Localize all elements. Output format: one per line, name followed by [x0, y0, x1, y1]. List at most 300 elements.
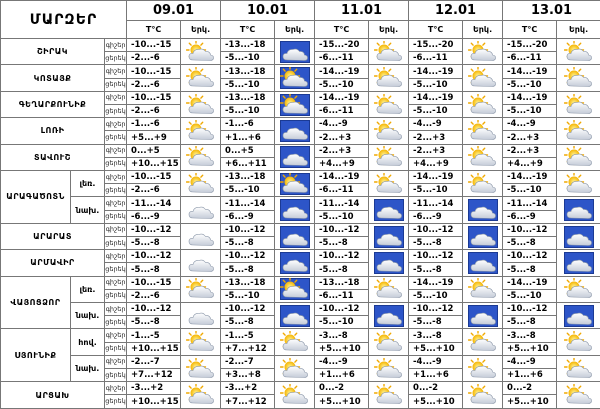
region-name: ՇԻՐԱԿ	[1, 39, 105, 65]
day-temp: -6...-9	[409, 210, 463, 223]
weather-cell	[369, 144, 409, 170]
night-temp: -3...+2	[127, 382, 181, 395]
weather-cell	[557, 171, 600, 197]
subregion-label: նախ.	[71, 303, 105, 329]
sun-cloud-icon	[280, 331, 310, 353]
temp-col-header: T°C	[503, 21, 557, 39]
weather-cell	[181, 91, 221, 117]
weather-cell	[557, 91, 600, 117]
sun-cloud-icon	[186, 41, 216, 63]
sun-cloud-icon	[468, 384, 498, 406]
night-temp: -1...-6	[127, 118, 181, 131]
day-temp: -5...-8	[503, 263, 557, 276]
weather-cell	[463, 303, 503, 329]
weather-cell	[369, 223, 409, 249]
weather-cell	[181, 39, 221, 65]
subregion-label: լեռ.	[71, 171, 105, 197]
day-temp: -5...-8	[315, 263, 369, 276]
cloud-icon	[374, 226, 404, 248]
night-temp: -11...-14	[221, 197, 275, 210]
day-temp: -6...-11	[315, 184, 369, 197]
day-temp: -5...-8	[127, 237, 181, 250]
night-temp: -4...-9	[315, 355, 369, 368]
table-row	[1, 39, 600, 52]
sun-cloud-icon	[564, 358, 594, 380]
sun-cloud-icon	[280, 278, 310, 300]
day-label: ցերեկ	[105, 52, 127, 65]
night-temp: -10...-15	[127, 171, 181, 184]
region-name: ԱՐՄԱՎԻՐ	[1, 250, 105, 276]
night-temp: -3...-8	[315, 329, 369, 342]
sun-cloud-icon	[468, 67, 498, 89]
day-temp: +5...+10	[315, 342, 369, 355]
night-temp: -1...-5	[127, 329, 181, 342]
weather-cell	[557, 303, 600, 329]
night-temp: -10...-12	[127, 250, 181, 263]
night-temp: -14...-19	[315, 171, 369, 184]
sun-cloud-icon	[280, 173, 310, 195]
day-temp: +1...+6	[503, 369, 557, 382]
day-temp: -2...-6	[127, 105, 181, 118]
weather-cell	[181, 303, 221, 329]
sun-cloud-icon	[468, 41, 498, 63]
night-temp: -10...-15	[127, 276, 181, 289]
sun-cloud-icon	[280, 384, 310, 406]
day-temp: -5...-10	[315, 78, 369, 91]
sun-cloud-icon	[468, 146, 498, 168]
night-temp: -10...-12	[221, 223, 275, 236]
night-temp: -13...-18	[221, 276, 275, 289]
day-temp: -6...-11	[315, 105, 369, 118]
weather-cell	[275, 223, 315, 249]
day-temp: +5...+10	[409, 395, 463, 409]
sun-cloud-icon	[564, 173, 594, 195]
day-temp: -5...-10	[315, 210, 369, 223]
table-row	[1, 382, 600, 395]
night-temp: -14...-19	[409, 276, 463, 289]
day-temp: -5...-10	[221, 184, 275, 197]
weather-cell	[275, 250, 315, 276]
weather-cell	[275, 382, 315, 409]
day-temp: +3...+8	[221, 369, 275, 382]
day-temp: -6...-11	[409, 52, 463, 65]
sun-cloud-icon	[374, 94, 404, 116]
day-temp: -5...-10	[221, 289, 275, 302]
weather-cell	[557, 382, 600, 409]
weather-cell	[181, 250, 221, 276]
weather-cell	[557, 355, 600, 381]
day-temp: -2...+3	[315, 131, 369, 144]
weather-cell	[463, 382, 503, 409]
night-temp: -10...-12	[127, 223, 181, 236]
table-row	[1, 276, 600, 289]
day-temp: -5...-8	[221, 263, 275, 276]
weather-cell	[275, 65, 315, 91]
sun-cloud-icon	[468, 120, 498, 142]
sun-cloud-icon	[564, 146, 594, 168]
weather-cell	[181, 223, 221, 249]
day-temp: +5...+10	[409, 342, 463, 355]
day-temp: -2...+3	[409, 131, 463, 144]
region-name: ԱՐԱԳԱԾՈՏՆ	[1, 171, 71, 224]
weather-cell	[275, 39, 315, 65]
region-name: ՏԱՎՈՒՇ	[1, 144, 105, 170]
day-temp: +1...+6	[409, 369, 463, 382]
weather-cell	[463, 329, 503, 355]
temp-col-header: T°C	[409, 21, 463, 39]
day-temp: +10...+15	[127, 395, 181, 409]
weather-cell	[181, 382, 221, 409]
weather-cell	[181, 144, 221, 170]
night-temp: -10...-15	[127, 65, 181, 78]
weather-cell	[369, 171, 409, 197]
day-temp: +10...+15	[127, 342, 181, 355]
night-temp: -2...+3	[409, 144, 463, 157]
cloud-icon	[564, 252, 594, 274]
date-header-4: 13.01	[503, 1, 600, 21]
weather-cell	[557, 223, 600, 249]
day-temp: +5...+10	[315, 395, 369, 409]
sun-cloud-icon	[186, 384, 216, 406]
day-temp: -5...-8	[503, 316, 557, 329]
night-temp: -14...-19	[503, 91, 557, 104]
weather-cell	[369, 39, 409, 65]
cloud-icon	[280, 305, 310, 327]
night-temp: -15...-20	[503, 39, 557, 52]
sun-cloud-icon	[186, 358, 216, 380]
night-label: գիշեր	[105, 197, 127, 210]
cloud-icon	[280, 120, 310, 142]
night-temp: -13...-18	[315, 276, 369, 289]
temp-col-header: T°C	[315, 21, 369, 39]
night-temp: -1...-6	[221, 118, 275, 131]
weather-cell	[275, 303, 315, 329]
night-label: գիշեր	[105, 171, 127, 184]
sun-cloud-icon	[186, 173, 216, 195]
day-temp: -2...-6	[127, 52, 181, 65]
day-temp: -5...-8	[409, 316, 463, 329]
date-header-3: 12.01	[409, 1, 503, 21]
table-title: ՄԱՐԶԵՐ	[1, 1, 127, 39]
weather-cell	[181, 355, 221, 381]
night-temp: -2...-7	[127, 355, 181, 368]
day-temp: -6...-9	[503, 210, 557, 223]
night-label: գիշեր	[105, 276, 127, 289]
night-temp: -11...-14	[409, 197, 463, 210]
weather-cell	[463, 276, 503, 302]
day-temp: -6...-9	[127, 210, 181, 223]
cloud-icon	[280, 146, 310, 168]
sun-cloud-icon	[564, 67, 594, 89]
cloud-icon	[280, 41, 310, 63]
sun-cloud-icon	[186, 331, 216, 353]
day-label: ցերեկ	[105, 395, 127, 409]
day-temp: -5...-8	[409, 237, 463, 250]
night-temp: -11...-14	[127, 197, 181, 210]
night-label: գիշեր	[105, 250, 127, 263]
night-temp: -14...-19	[409, 65, 463, 78]
forecast-body	[1, 39, 600, 409]
night-temp: -3...-8	[503, 329, 557, 342]
day-temp: +5...+9	[127, 131, 181, 144]
sun-cloud-icon	[374, 358, 404, 380]
weather-cell	[181, 197, 221, 223]
night-temp: -10...-15	[127, 91, 181, 104]
night-temp: -10...-12	[503, 250, 557, 263]
sun-cloud-icon	[468, 173, 498, 195]
weather-cell	[181, 171, 221, 197]
cloud-icon	[374, 305, 404, 327]
region-name: ԱՐԱՐԱՏ	[1, 223, 105, 249]
sun-cloud-icon	[564, 41, 594, 63]
weather-cell	[181, 65, 221, 91]
sun-cloud-icon	[564, 384, 594, 406]
temp-col-header: T°C	[127, 21, 181, 39]
day-temp: -5...-8	[221, 316, 275, 329]
table-row	[1, 223, 600, 236]
sun-cloud-icon	[374, 120, 404, 142]
night-temp: -10...-12	[127, 303, 181, 316]
weather-cell	[181, 329, 221, 355]
night-temp: 0...+5	[221, 144, 275, 157]
subregion-label: լեռ.	[71, 276, 105, 302]
day-temp: -5...-10	[221, 78, 275, 91]
region-name: ԳԵՂԱՐՔՈՒՆԻՔ	[1, 91, 105, 117]
night-temp: -2...-7	[221, 355, 275, 368]
sun-cloud-icon	[564, 120, 594, 142]
day-temp: -5...-10	[409, 105, 463, 118]
region-name: ՎԱՅՈՑՁՈՐ	[1, 276, 71, 329]
weather-cell	[181, 276, 221, 302]
day-temp: -5...-10	[409, 78, 463, 91]
weather-cell	[369, 355, 409, 381]
table-row	[1, 91, 600, 104]
weather-cell	[463, 250, 503, 276]
day-temp: -2...-6	[127, 184, 181, 197]
night-temp: 0...-2	[409, 382, 463, 395]
weather-cell	[275, 197, 315, 223]
weather-cell	[557, 329, 600, 355]
weather-cell	[557, 65, 600, 91]
night-label: գիշեր	[105, 65, 127, 78]
weather-cell	[369, 382, 409, 409]
cloud-icon	[468, 252, 498, 274]
night-temp: 0...-2	[315, 382, 369, 395]
cloud-icon	[186, 305, 216, 327]
day-temp: +4...+9	[409, 157, 463, 170]
sun-cloud-icon	[280, 67, 310, 89]
night-temp: -11...-14	[503, 197, 557, 210]
weather-cell	[369, 65, 409, 91]
night-label: գիշեր	[105, 91, 127, 104]
icon-col-header: Երկ.	[369, 21, 409, 39]
subregion-label: հով.	[71, 329, 105, 355]
region-name: ԱՐՑԱԽ	[1, 382, 105, 409]
sun-cloud-icon	[468, 94, 498, 116]
day-temp: -6...-11	[315, 52, 369, 65]
weather-cell	[557, 197, 600, 223]
sun-cloud-icon	[280, 358, 310, 380]
night-label: գիշեր	[105, 329, 127, 342]
night-temp: -4...-9	[409, 355, 463, 368]
night-temp: -13...-18	[221, 39, 275, 52]
day-temp: +1...+6	[221, 131, 275, 144]
day-temp: -5...-8	[503, 237, 557, 250]
night-temp: -14...-19	[409, 91, 463, 104]
sun-cloud-icon	[374, 331, 404, 353]
day-temp: -5...-8	[127, 263, 181, 276]
day-temp: -5...-10	[503, 78, 557, 91]
weather-cell	[463, 223, 503, 249]
cloud-icon	[280, 226, 310, 248]
sun-cloud-icon	[468, 331, 498, 353]
table-row	[1, 303, 600, 316]
region-name: ԿՈՏԱՅՔ	[1, 65, 105, 91]
table-row	[1, 250, 600, 263]
table-row	[1, 197, 600, 210]
weather-cell	[275, 144, 315, 170]
sun-cloud-icon	[186, 94, 216, 116]
weather-cell	[463, 355, 503, 381]
day-label: ցերեկ	[105, 263, 127, 276]
sun-cloud-icon	[374, 278, 404, 300]
night-temp: -4...-9	[503, 118, 557, 131]
night-temp: -10...-12	[503, 303, 557, 316]
day-temp: +7...+12	[221, 342, 275, 355]
night-label: գիշեր	[105, 144, 127, 157]
weather-cell	[557, 118, 600, 144]
day-temp: -2...-6	[127, 78, 181, 91]
night-temp: -15...-20	[409, 39, 463, 52]
night-temp: -15...-20	[315, 39, 369, 52]
weather-cell	[275, 355, 315, 381]
cloud-icon	[564, 226, 594, 248]
night-temp: -13...-18	[221, 171, 275, 184]
night-temp: -13...-18	[221, 65, 275, 78]
sun-cloud-icon	[186, 120, 216, 142]
sun-cloud-icon	[374, 173, 404, 195]
weather-cell	[369, 118, 409, 144]
night-temp: -10...-12	[221, 250, 275, 263]
weather-cell	[557, 144, 600, 170]
night-temp: -3...+2	[221, 382, 275, 395]
day-label: ցերեկ	[105, 289, 127, 302]
night-temp: -10...-12	[409, 250, 463, 263]
night-temp: -14...-19	[315, 65, 369, 78]
day-label: ցերեկ	[105, 316, 127, 329]
day-label: ցերեկ	[105, 131, 127, 144]
icon-col-header: Երկ.	[557, 21, 600, 39]
cloud-icon	[186, 252, 216, 274]
day-temp: -5...-10	[503, 184, 557, 197]
sun-cloud-icon	[564, 94, 594, 116]
day-temp: +5...+10	[503, 342, 557, 355]
date-header-1: 10.01	[221, 1, 315, 21]
day-temp: +1...+6	[315, 369, 369, 382]
date-header-0: 09.01	[127, 1, 221, 21]
sun-cloud-icon	[374, 41, 404, 63]
icon-col-header: Երկ.	[463, 21, 503, 39]
day-temp: -2...+3	[503, 131, 557, 144]
night-label: գիշեր	[105, 223, 127, 236]
day-temp: +6...+11	[221, 157, 275, 170]
day-temp: -5...-10	[503, 105, 557, 118]
day-temp: +4...+9	[503, 157, 557, 170]
night-temp: 0...-2	[503, 382, 557, 395]
day-temp: +10...+15	[127, 157, 181, 170]
night-temp: 0...+5	[127, 144, 181, 157]
day-label: ցերեկ	[105, 184, 127, 197]
cloud-icon	[468, 305, 498, 327]
night-label: գիշեր	[105, 39, 127, 52]
weather-cell	[369, 250, 409, 276]
night-temp: -10...-12	[221, 303, 275, 316]
weather-cell	[557, 39, 600, 65]
day-temp: -5...-8	[221, 237, 275, 250]
night-temp: -2...+3	[315, 144, 369, 157]
night-temp: -1...-5	[221, 329, 275, 342]
cloud-icon	[468, 226, 498, 248]
sun-cloud-icon	[564, 278, 594, 300]
sun-cloud-icon	[374, 146, 404, 168]
day-label: ցերեկ	[105, 369, 127, 382]
weather-cell	[463, 65, 503, 91]
sun-cloud-icon	[280, 94, 310, 116]
night-label: գիշեր	[105, 303, 127, 316]
day-label: ցերեկ	[105, 78, 127, 91]
night-temp: -4...-9	[503, 355, 557, 368]
night-temp: -2...+3	[503, 144, 557, 157]
weather-cell	[369, 197, 409, 223]
night-temp: -11...-14	[315, 197, 369, 210]
cloud-icon	[564, 305, 594, 327]
night-temp: -10...-12	[409, 303, 463, 316]
weather-cell	[463, 91, 503, 117]
sun-cloud-icon	[374, 384, 404, 406]
weather-cell	[557, 250, 600, 276]
day-label: ցերեկ	[105, 210, 127, 223]
cloud-icon	[186, 226, 216, 248]
sun-cloud-icon	[186, 278, 216, 300]
day-temp: -5...-10	[503, 289, 557, 302]
night-label: գիշեր	[105, 355, 127, 368]
day-temp: -5...-8	[315, 237, 369, 250]
day-temp: -2...-6	[127, 289, 181, 302]
weather-cell	[463, 144, 503, 170]
subregion-label: նախ.	[71, 355, 105, 381]
table-row	[1, 118, 600, 131]
weather-cell	[369, 329, 409, 355]
day-temp: -6...-9	[221, 210, 275, 223]
cloud-icon	[280, 252, 310, 274]
icon-col-header: Երկ.	[181, 21, 221, 39]
subregion-label: նախ.	[71, 197, 105, 223]
cloud-icon	[374, 252, 404, 274]
night-temp: -4...-9	[315, 118, 369, 131]
sun-cloud-icon	[374, 67, 404, 89]
night-temp: -10...-15	[127, 39, 181, 52]
night-temp: -10...-12	[315, 250, 369, 263]
sun-cloud-icon	[186, 146, 216, 168]
cloud-icon	[564, 199, 594, 221]
table-row	[1, 144, 600, 157]
weather-cell	[369, 276, 409, 302]
night-temp: -14...-19	[503, 171, 557, 184]
weather-cell	[463, 171, 503, 197]
weather-cell	[275, 91, 315, 117]
weather-cell	[275, 118, 315, 144]
region-name: ՍՅՈՒՆԻՔ	[1, 329, 71, 382]
